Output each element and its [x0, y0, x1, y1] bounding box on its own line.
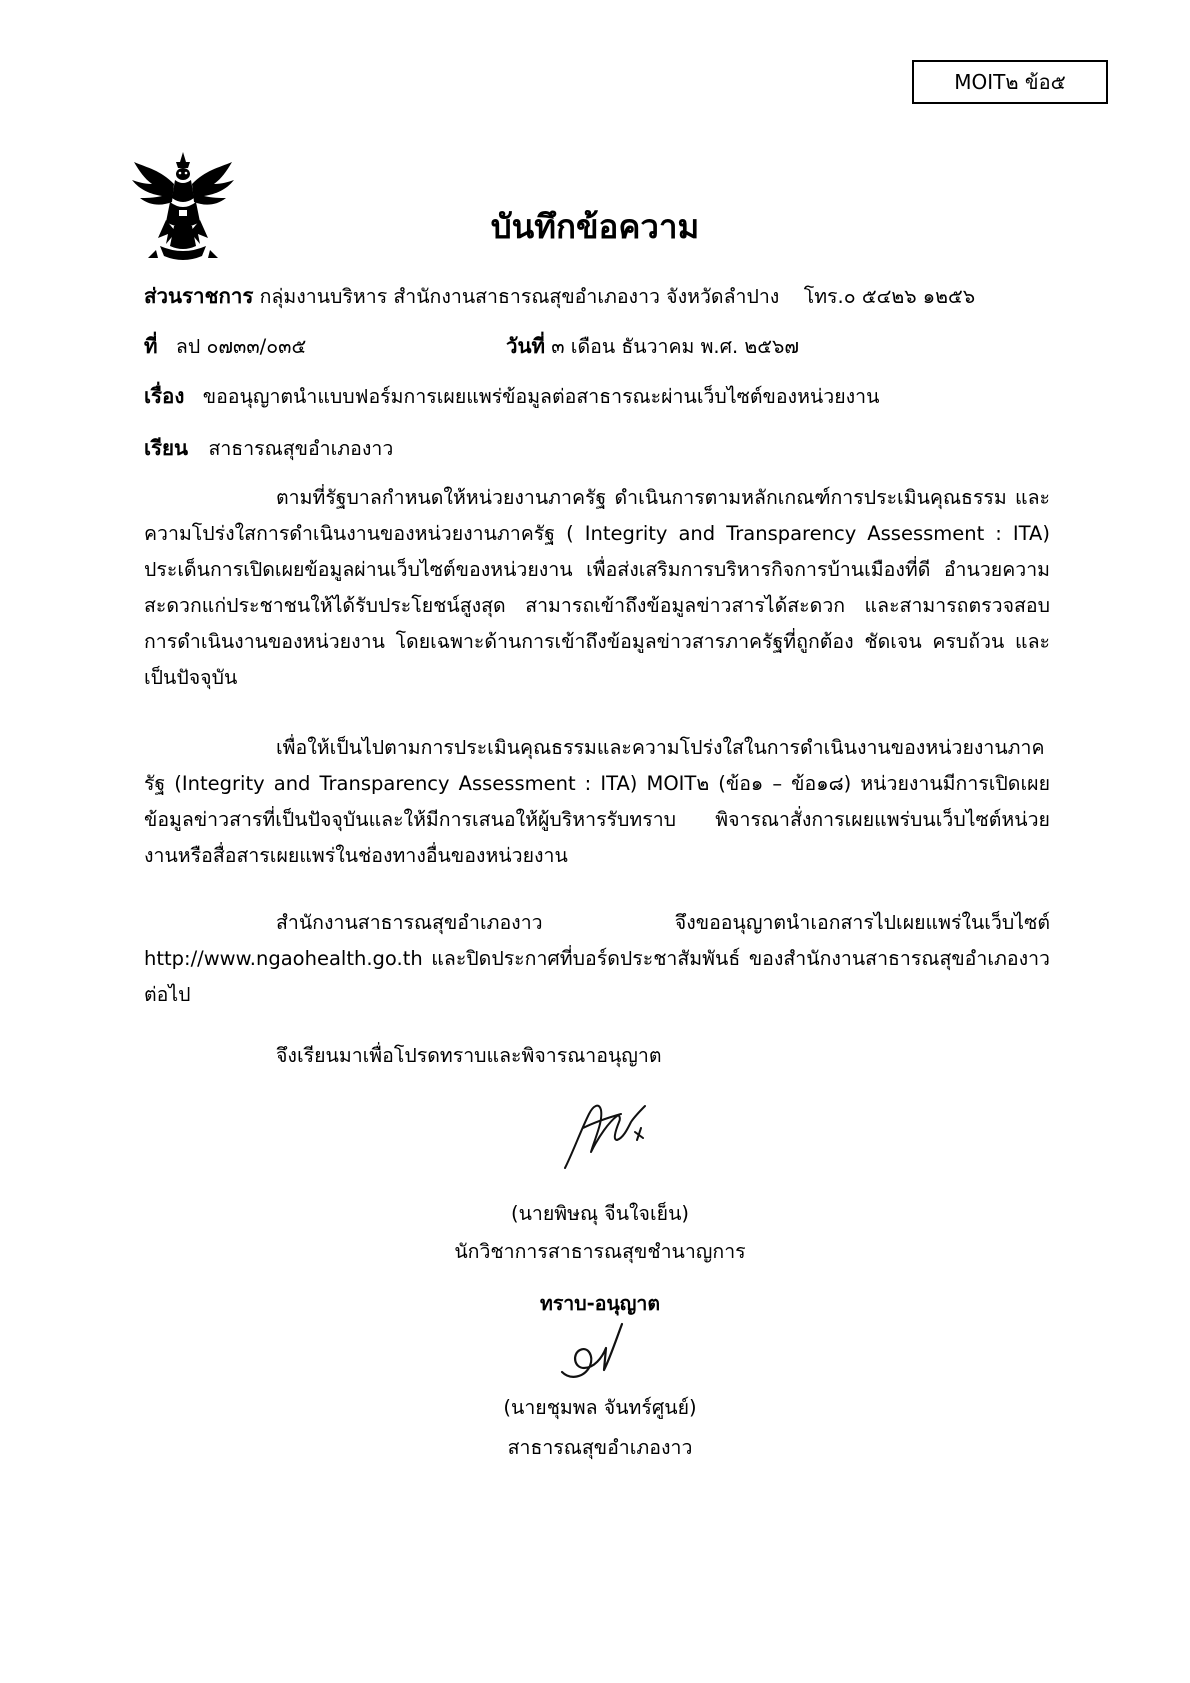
signatory-1-name: (นายพิษณุ จีนใจเย็น) [510, 1202, 690, 1225]
phone-number: โทร.๐ ๕๔๒๖ ๑๒๕๖ [803, 285, 976, 308]
ref-label: ที่ [144, 334, 158, 358]
department-line [144, 280, 975, 313]
subject-value: ขออนุญาตนำแบบฟอร์มการเผยแพร่ข้อมูลต่อสาธารณะผ่านเว็บไซต์ของหน่วยงาน [202, 385, 880, 408]
date-value: ๓ เดือน ธันวาคม พ.ศ. ๒๕๖๗ [551, 335, 800, 358]
closing-text: จึงเรียนมาเพื่อโปรดทราบและพิจารณาอนุญาต [276, 1044, 662, 1067]
approval-label: ทราบ-อนุญาต [539, 1292, 661, 1315]
department-label: ส่วนราชการ [144, 284, 254, 308]
date-label: วันที่ [506, 334, 546, 358]
signature-1-image [555, 1092, 665, 1172]
ref-value: ลป ๐๗๓๓/๐๓๕ [175, 335, 307, 358]
document-code-text: MOIT๒ ข้อ๕ [954, 70, 1066, 94]
approver-position: สาธารณสุขอำเภองาว [507, 1436, 693, 1459]
recipient-label: เรียน [144, 436, 189, 460]
document-code-tag [912, 60, 1108, 104]
approver-name: (นายชุมพล จันทร์ศูนย์) [503, 1396, 697, 1419]
page-title: บันทึกข้อความ [490, 207, 700, 246]
department-value: กลุ่มงานบริหาร สำนักงานสาธารณสุขอำเภองาว จังหวัดลำปาง [259, 285, 780, 308]
body-paragraph-1 [144, 480, 1050, 696]
signatory-1-position: นักวิชาการสาธารณสุขชำนาญการ [454, 1240, 746, 1263]
reference-line [144, 330, 306, 363]
body-paragraph-2 [144, 730, 1050, 874]
paragraph-2-text: เพื่อให้เป็นไปตามการประเมินคุณธรรมและความโปร่งใสในการดำเนินงานของหน่วยงานภาครัฐ (Integrity and Transparency Assessment : ITA) MOIT๒ (ข้อ๑ – ข้อ๑๘) หน่วยงานมีการเปิดเผยข้อมูลข่าวสารที่เป็นปัจจุบันและให้มีการเสนอให้ผู้บริหารรับทราบ พิจารณาสั่งการเผยแพร่บนเว็บไซต์หน่วยงานหรือสื่อสารเผยแพร่ในช่องทางอื่นของหน่วยงาน [144, 736, 1050, 867]
paragraph-1-text: ตามที่รัฐบาลกำหนดให้หน่วยงานภาครัฐ ดำเนินการตามหลักเกณฑ์การประเมินคุณธรรม และความโปร่งใสการดำเนินงานของหน่วยงานภาครัฐ ( Integrity and Transparency Assessment : ITA) ประเด็นการเปิดเผยข้อมูลผ่านเว็บไซต์ของหน่วยงาน เพื่อส่งเสริมการบริหารกิจการบ้านเมืองที่ดี อำนวยความสะดวกแก่ประชาชนให้ได้รับประโยชน์สูงสุด สามารถเข้าถึงข้อมูลข่าวสารได้สะดวก และสามารถตรวจสอบการดำเนินงานของหน่วยงาน โดยเฉพาะด้านการเข้าถึงข้อมูลข่าวสารภาครัฐที่ถูกต้อง ชัดเจน ครบถ้วน และเป็นปัจจุบัน [144, 486, 1050, 689]
recipient-line [144, 432, 393, 465]
date-line [506, 330, 799, 363]
subject-line [144, 380, 879, 413]
body-paragraph-3 [144, 905, 1050, 1013]
recipient-value: สาธารณสุขอำเภองาว [208, 437, 394, 460]
closing-line [276, 1040, 662, 1071]
signature-2-image [556, 1318, 636, 1388]
subject-label: เรื่อง [144, 384, 185, 408]
paragraph-3-text: สำนักงานสาธารณสุขอำเภองาว จึงขออนุญาตนำเอกสารไปเผยแพร่ในเว็บไซต์ http://www.ngaohealth.go.th และปิดประกาศที่บอร์ดประชาสัมพันธ์ ของสำนักงานสาธารณสุขอำเภองาว ต่อไป [144, 911, 1050, 1006]
